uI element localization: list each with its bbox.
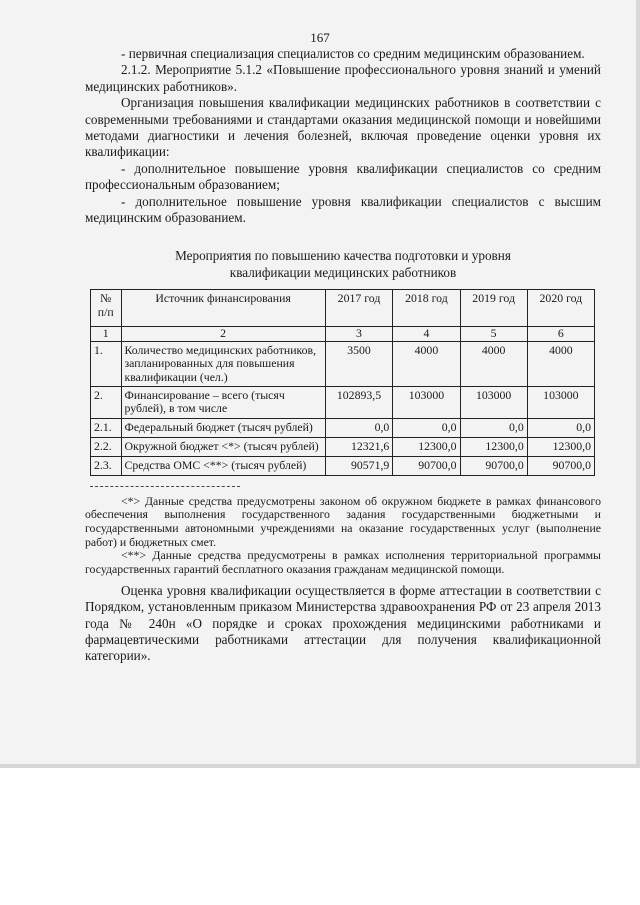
- row-value-2017: 102893,5: [325, 386, 393, 418]
- row-source: Окружной бюджет <*> (тысяч рублей): [121, 437, 325, 456]
- paragraph-attestation: Оценка уровня квалификации осуществляется в форме аттестации в соответствии с Порядком, установленным приказом Министерства здравоохранения РФ от 23 апреля 2013 года № 240н «О порядке и сроках прохождения медицинскими работниками и фармацевтическими работниками аттестации для получения квалификационной категории».: [85, 583, 601, 664]
- row-value-2017: 3500: [325, 341, 393, 386]
- header-number: № п/п: [91, 290, 122, 327]
- footnotes: [85, 495, 601, 577]
- index-cell: 2: [121, 327, 325, 341]
- row-value-2018: 90700,0: [393, 456, 460, 475]
- row-value-2020: 0,0: [527, 418, 594, 437]
- footnote-divider: [90, 486, 240, 487]
- table-row: [91, 341, 595, 386]
- row-value-2018: 4000: [393, 341, 460, 386]
- paragraph-measure-heading: 2.1.2. Мероприятие 5.1.2 «Повышение профессионального уровня знаний и умений медицинских работников».: [85, 62, 601, 94]
- row-value-2020: 12300,0: [527, 437, 594, 456]
- table-index-row: [91, 327, 595, 341]
- table-title-line-2: квалификации медицинских работников: [229, 264, 457, 280]
- row-number: 2.3.: [91, 456, 122, 475]
- row-value-2020: 90700,0: [527, 456, 594, 475]
- row-value-2017: 12321,6: [325, 437, 393, 456]
- row-value-2020: 103000: [527, 386, 594, 418]
- index-cell: 6: [527, 327, 594, 341]
- row-value-2019: 103000: [460, 386, 527, 418]
- table-row: [91, 418, 595, 437]
- row-source: Финансирование – всего (тысяч рублей), в том числе: [121, 386, 325, 418]
- row-value-2018: 0,0: [393, 418, 460, 437]
- page-number: 167: [310, 30, 330, 45]
- row-number: 2.2.: [91, 437, 122, 456]
- table-row: [91, 386, 595, 418]
- index-cell: 3: [325, 327, 393, 341]
- paragraph-specialization: - первичная специализация специалистов со средним медицинским образованием.: [121, 46, 585, 61]
- table-title: [85, 248, 601, 281]
- row-source: Средства ОМС <**> (тысяч рублей): [121, 456, 325, 475]
- funding-table: [90, 289, 595, 475]
- header-2017: 2017 год: [325, 290, 393, 327]
- table-row: [91, 437, 595, 456]
- row-value-2019: 12300,0: [460, 437, 527, 456]
- row-number: 2.1.: [91, 418, 122, 437]
- table-row: [91, 456, 595, 475]
- row-number: 1.: [91, 341, 122, 386]
- footnote-oms-funds: <**> Данные средства предусмотрены в рамках исполнения территориальной программы государственных гарантий бесплатного оказания гражданам медицинской помощи.: [85, 548, 601, 576]
- paragraph-organization: Организация повышения квалификации медицинских работников в соответствии с современными требованиями и стандартами оказания медицинской помощи и новейшими методами диагностики и лечения болезней, включая проведение оценки уровня их квалификации:: [85, 95, 601, 160]
- row-value-2017: 0,0: [325, 418, 393, 437]
- index-cell: 5: [460, 327, 527, 341]
- table-title-line-1: Мероприятия по повышению качества подготовки и уровня: [175, 248, 511, 264]
- index-cell: 1: [91, 327, 122, 341]
- row-value-2017: 90571,9: [325, 456, 393, 475]
- row-source: Количество медицинских работников, запланированных для повышения квалификации (чел.): [121, 341, 325, 386]
- row-number: 2.: [91, 386, 122, 418]
- row-value-2020: 4000: [527, 341, 594, 386]
- footnote-district-budget: <*> Данные средства предусмотрены законом об окружном бюджете в рамках финансового обеспечения выполнения государственного задания государственными бюджетными и государственными автономными учреждениями на оказание государственных услуг (выполнение работ) и бюджетных смет.: [85, 493, 601, 549]
- header-2019: 2019 год: [460, 290, 527, 327]
- table-header-row: [91, 290, 595, 327]
- page-edge: [0, 764, 640, 768]
- index-cell: 4: [393, 327, 460, 341]
- header-2018: 2018 год: [393, 290, 460, 327]
- row-source: Федеральный бюджет (тысяч рублей): [121, 418, 325, 437]
- header-2020: 2020 год: [527, 290, 594, 327]
- paragraph-higher-education: - дополнительное повышение уровня квалификации специалистов с высшим медицинским образованием.: [85, 193, 601, 226]
- row-value-2019: 4000: [460, 341, 527, 386]
- row-value-2018: 12300,0: [393, 437, 460, 456]
- row-value-2018: 103000: [393, 386, 460, 418]
- paragraph-secondary-education: - дополнительное повышение уровня квалификации специалистов со средним профессиональным образованием;: [85, 160, 601, 193]
- row-value-2019: 0,0: [460, 418, 527, 437]
- header-source: Источник финансирования: [121, 290, 325, 327]
- document-body: [85, 46, 601, 664]
- row-value-2019: 90700,0: [460, 456, 527, 475]
